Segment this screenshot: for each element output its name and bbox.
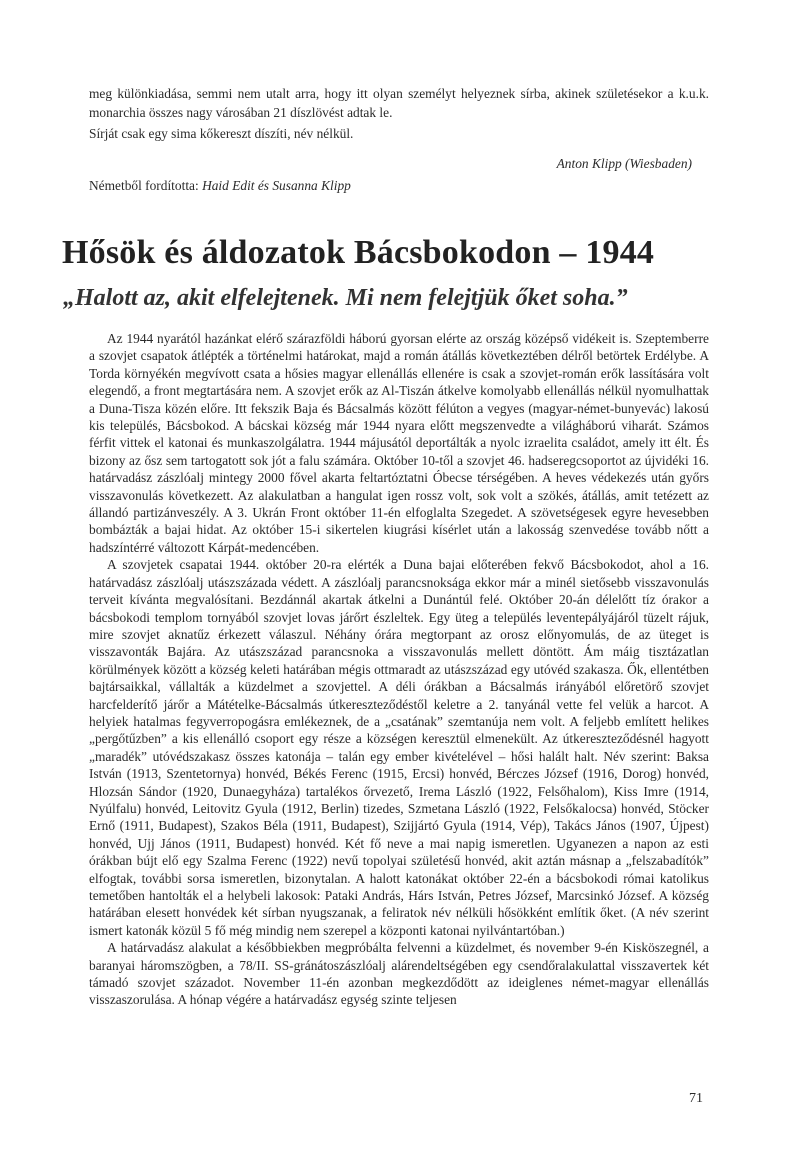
page-number: 71 <box>689 1091 703 1106</box>
article-paragraph: A szovjetek csapatai 1944. október 20-ra elérték a Duna bajai előterében fekvő Bácsbokodot, ahol a 16. határvadász zászlóalj utászszázada védett. A zászlóalj parancsnoksága ekkor már a minél sietősebb visszavonulás terveit kívánta megvalósítani. Bezdánnál akartak átkelni a Dunántúl felé. Október 20-án délelőtt tíz órakor a bácsbokodi templom tornyából szovjet lovas járőrt észleltek. Egy üteg a település leventepályájáról tüzelt rájuk, mire szovjet aknatűz érkezett válaszul. Néhány órára megtorpant az orosz előnyomulás, de az üteget is visszavonták Bajára. Az utászszázad parancsnoka a visszavonulás mellett döntött. Ám máig tisztázatlan körülmények között a község keleti határában mégis ottmaradt az utászszázad egy utóvéd szakasza. Ők, ellentétben bajtársaikkal, vállalták a küzdelmet a szovjettel. A déli órákban a Bácsalmás irányából előretörő szovjet harcfelderítő járőr a Mátételke-Bácsalmás útkereszteződéstől keletre a 2. tanyánál vette fel velük a harcot. A helyiek hatalmas fegyverropogásra emlékeznek, de a „csatának” szemtanúja nem volt. A feljebb említett helikes „pergőtűzben” a kis ellenálló csoport egy része a községen keresztül elmenekült. Az útkereszteződésnél hagyott „maradék” utóvédszakasz összes katonája – talán egy ember kivételével – hősi halált halt. Név szerint: Baksa István (1913, Szentetornya) honvéd, Békés Ferenc (1915, Ercsi) honvéd, Bérczes József (1916, Dorog) honvéd, Hlozsán Sándor (1920, Dunaegyháza) tartalékos őrvezető, Irema László (1922, Felsőhalom), Kiss Imre (1914, Nyúlfalu) honvéd, Leitovitz Gyula (1912, Berlin) tizedes, Szmetana László (1922, Felsőkalocsa) honvéd, Stöcker Ernő (1911, Budapest), Szakos Béla (1911, Budapest), Szijjártó Gyula (1914, Vép), Takács János (1907, Újpest) honvéd, Ujj János (1911, Budapest) honvéd. Két fő neve a mai napig ismeretlen. Ugyanezen a napon az esti órákban bújt elő egy Szalma Ferenc (1922) nevű topolyai születésű honvéd, akit aztán másnap a „felszabadítók” elfogtak, további sorsa ismeretlen, bizonytalan. A halott katonákat október 22-én a bácsbokodi római katolikus temetőben hantolták el a helybeli lakosok: Pataki András, Hárs István, Petres József, Marcsinkó József. A község határában elesett honvédek két sírban nyugszanak, a feliratok név nélküli hősökként említik őket. (A név szerint ismert katonák közül 5 fő még mindig nem szerepel a központi katonai nyilvántartóban.) <box>89 557 709 938</box>
article-paragraph: A határvadász alakulat a későbbiekben megpróbálta felvenni a küzdelmet, és november 9-én Kisköszegnél, a baranyai háromszögben, a 78/II. SS-gránátoszászlóalj alárendeltségében egy csendőralakulattal visszavertek két támadó szovjet századot. November 11-én azonban megkezdődött az ideiglenes német-magyar ellenállás visszaszorulása. A hónap végére a határvadász egység szinte teljesen <box>89 940 709 1008</box>
previous-article-grave-sentence: Sírját csak egy sima kőkereszt díszíti, név nélkül. <box>89 126 354 141</box>
article-title: Hősök és áldozatok Bácsbokodon – 1944 <box>62 234 655 271</box>
previous-article-author: Anton Klipp (Wiesbaden) <box>556 156 692 171</box>
translator-prefix: Németből fordította: <box>89 178 199 193</box>
translator-credit <box>89 178 351 194</box>
article-body <box>89 330 709 1009</box>
article-subtitle: „Halott az, akit elfelejtenek. Mi nem felejtjük őket soha.” <box>63 285 628 311</box>
previous-article-closing-paragraph: meg különkiadása, semmi nem utalt arra, hogy itt olyan személyt helyeznek sírba, akinek születésekor a k.u.k. monarchia összes nagy városában 21 díszlövést adtak le. <box>89 86 709 120</box>
translator-names: Haid Edit és Susanna Klipp <box>202 178 351 193</box>
article-paragraph: Az 1944 nyarától hazánkat elérő szárazföldi háború gyorsan elérte az ország középső vidékeit is. Szeptemberre a szovjet csapatok átlépték a történelmi határokat, majd a román átállás következtében délről betörtek Erdélybe. A Torda környékén megvívott csata a hősies magyar ellenállás ellenére is csak a szovjet-román erők lassítására volt elegendő, a front megtartására nem. A szovjet erők az Al-Tiszán átkelve komolyabb ellenállás nélkül nyomulhattak a Duna-Tisza közén előre. Itt fekszik Baja és Bácsalmás között félúton a vegyes (magyar-német-bunyevác) lakosú kis település, Bácsbokod. A bácskai község már 1944 nyara előtt megszenvedte a világháború viharát. Számos férfit vittek el katonai és munkaszolgálatra. 1944 májusától deportálták a nyolc izraelita családot, amely itt élt. És bizony az ősz sem tartogatott sok jót a falu számára. Október 10-től a szovjet 46. hadseregcsoportot az újvidéki 16. határvadász zászlóalj mintegy 2000 fővel akarta feltartóztatni Óbecse térségében. A heves védekezés után győrs visszavonulás következett. Az alakulatban a hangulat igen rossz volt, sok volt a szökés, átállás, amit tetézett az állandó partizánveszély. A 3. Ukrán Front október 11-én elfoglalta Szegedet. A szövetségesek egyre hevesebben bombázták a bajai hidat. Az október 15-i sikertelen kiugrási kísérlet után a lakosság szenvedése tovább nőtt a hadszíntérré változott Kárpát-medencében. <box>89 331 709 555</box>
